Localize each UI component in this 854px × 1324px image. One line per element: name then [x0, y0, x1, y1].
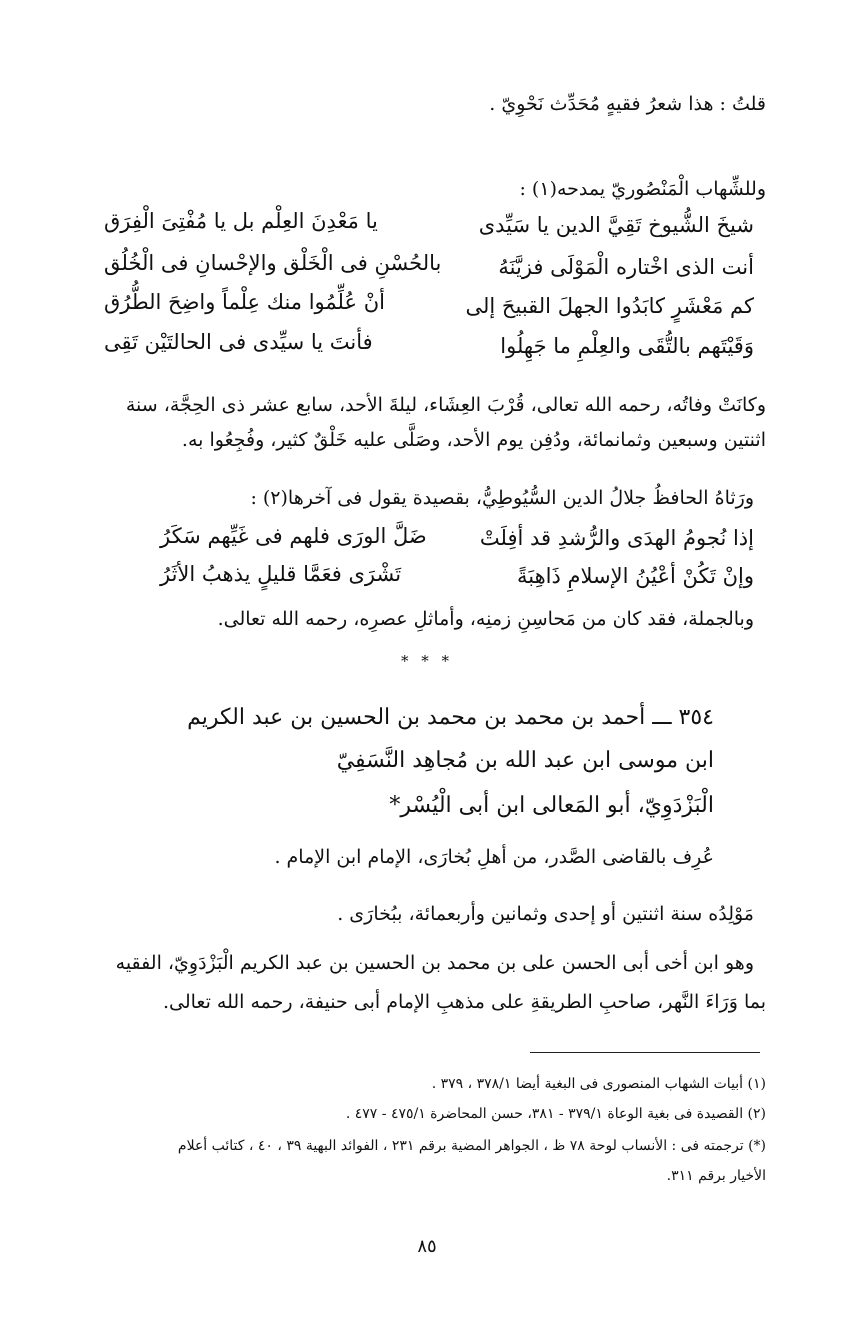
- entry-lineage-line: بما وَرَاءَ النَّهر، صاحبِ الطريقةِ على مذهبِ الإمام أبى حنيفة، رحمه الله تعالى.: [162, 991, 766, 1013]
- entry-birth: مَوْلِدُه سنة اثنتين أو إحدى وثمانين وأربعمائة، ببُخارَى .: [337, 903, 754, 925]
- poem-verse-right: كم مَعْشَرٍ كابَدُوا الجهلَ القبيحَ إلى: [465, 294, 754, 318]
- elegy-verse-left: ضَلَّ الورَى فلهم فى غَيِّهم سَكَرُ: [160, 524, 427, 548]
- elegy-closing: وبالجملة، فقد كان من مَحاسِنِ زمنِه، وأماثلِ عصرِه، رحمه الله تعالى.: [217, 608, 754, 630]
- entry-title-line: ابن موسى ابن عبد الله بن مُجاهِد النَّسَفِيّ: [336, 748, 714, 773]
- poem-verse-left: أنْ عُلِّمُوا منك عِلْماً واضِحَ الطُّرُق: [104, 290, 385, 314]
- elegy-verse-right: إذا نُجومُ الهدَى والرُّشدِ قد أفِلَتْ: [479, 526, 754, 550]
- elegy-heading: ورَثاهُ الحافظُ جلالُ الدين السُّيُوطِيُّ، بقصيدة يقول فى آخرها(٢) :: [250, 487, 754, 509]
- footnote: (٢) القصيدة فى بغية الوعاة ٣٧٩/١ - ٣٨١، حسن المحاضرة ٤٧٥/١ - ٤٧٧ .: [345, 1106, 766, 1122]
- death-paragraph-line: اثنتين وسبعين وثمانمائة، ودُفِن يوم الأحد، وصَلَّى عليه خَلْقٌ كثير، وفُجِعُوا به.: [181, 429, 766, 451]
- footnote-rule: [530, 1052, 760, 1053]
- page-number: ٨٥: [417, 1236, 437, 1257]
- entry-lineage-line: وهو ابن أخى أبى الحسن على بن محمد بن الحسين بن عبد الكريم الْبَزْدَوِيّ، الفقيه: [115, 952, 754, 974]
- poem-verse-left: فأنتَ يا سيِّدى فى الحالتَيْن تَقِى: [104, 330, 373, 354]
- footnote: (*) ترجمته فى : الأنساب لوحة ٧٨ ظ ، الجواهر المضية برقم ٢٣١ ، الفوائد البهية ٣٩ ، ٤٠ ، كتائب أعلام: [177, 1138, 766, 1154]
- entry-known-as: عُرِف بالقاضى الصَّدر، من أهلِ بُخارَى، الإمام ابن الإمام .: [274, 846, 714, 868]
- poem-heading: وللشِّهاب الْمَنْصُوريّ يمدحه(١) :: [519, 178, 766, 200]
- intro-line: قلتُ : هذا شعرُ فقيهٍ مُحَدِّث نَحْوِيّ .: [489, 93, 766, 115]
- footnote-continuation: الأخيار برقم ٣١١.: [666, 1168, 766, 1184]
- entry-title-line: الْبَزْدَوِيّ، أبو المَعالى ابن أبى الْيُسْر*: [389, 793, 714, 818]
- death-paragraph-line: وكانَتْ وفاتُه، رحمه الله تعالى، قُرْبَ العِشَاء، ليلةَ الأحد، سابع عشر ذى الحِجَّة، سنة: [125, 394, 766, 416]
- elegy-verse-left: تَشْرَى فعَمَّا قليلٍ يذهبُ الأثَرُ: [160, 562, 402, 586]
- poem-verse-right: وَقَيْتَهم بالتُّقَى والعِلْمِ ما جَهِلُوا: [500, 334, 754, 358]
- poem-verse-left: يا مَعْدِنَ العِلْم بل يا مُفْتِىَ الْفِرَق: [104, 209, 378, 233]
- poem-verse-left: بالحُسْنِ فى الْخَلْق والإحْسانِ فى الْخُلُق: [104, 251, 442, 275]
- footnote: (١) أبيات الشهاب المنصورى فى البغية أيضا ٣٧٨/١ ، ٣٧٩ .: [431, 1076, 766, 1092]
- poem-verse-right: أنت الذى اخْتاره الْمَوْلَى فزيَّنَهُ: [498, 255, 754, 279]
- section-separator: * * *: [400, 652, 454, 670]
- elegy-verse-right: وإنْ تَكُنْ أعْيُنُ الإسلامِ ذَاهِبَةً: [516, 564, 754, 588]
- entry-title-line: ٣٥٤ ـــ أحمد بن محمد بن محمد بن الحسين بن عبد الكريم: [187, 705, 714, 730]
- poem-verse-right: شيخَ الشُّيوخ تَقِيَّ الدين يا سَيِّدى: [478, 213, 754, 237]
